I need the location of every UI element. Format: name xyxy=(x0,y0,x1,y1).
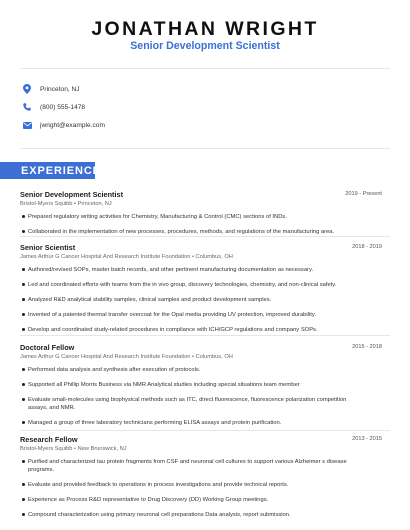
location-text: Princeton, NJ xyxy=(40,85,80,93)
bullet-icon xyxy=(22,328,25,331)
bullet-icon xyxy=(22,383,25,386)
contact-phone xyxy=(22,100,85,114)
bullet-icon xyxy=(22,483,25,486)
job-title: Senior Development Scientist xyxy=(20,190,123,199)
job-dates: 2018 - 2019 xyxy=(352,244,382,250)
contact-location xyxy=(22,82,80,96)
bullet-icon xyxy=(22,368,25,371)
company-location: Bristol-Myers Squibb • New Brunswick, NJ xyxy=(20,446,127,452)
bullet-icon xyxy=(22,283,25,286)
job-title-headline: Senior Development Scientist xyxy=(130,40,280,52)
bullet-icon xyxy=(22,298,25,301)
resume-page: JONATHAN WRIGHT Senior Development Scientist Princeton, NJ (800) 555-1478 jwright@example.com EXPERIENCE Senior Development Scientist 2019 - Present Bristol-Myers Squibb • Princeton, NJ Prepared regulatory writing activities for Chemistry, Manufacturing & Control (CMC) sections of INDs. Collaborated in the implementation of new processes, procedures, methods, and regulations of the manufacturing area. Senior Scientist 2018 - 2019 James Arthur G Cancer Hospital And Research Institute Foundation • Columbus, OH Authored/revised SOPs, master batch records, and other pertinent manufacturing documentation as necessary. Led and coordinated efforts with teams from the in vivo group, discovery technologies, chemistry, and non-clinical safety. Analyzed R&D analytical stability samples, clinical samples and product development samples. Invented of a patented thermal transfer overcoat for the Opal media providing UV protection, improved durability. Develop and coordinated study-related procedures in compliance with ICH/GCP regulations and company SOPs. Doctoral Fellow 2015 - 2018 James Arthur G Cancer Hospital And Research Institute Foundation • Columbus, OH Performed data analysis and synthesis after execution of protocols. Supported all Phillip Morris Business via NMR Analytical studies including special situations team member Evaluate small-molecules using biophysical methods such as ITC, direct fluorescence, fluorescence polarization competition assays, and NMR. Managed a group of three laboratory technicians performing ELISA assays and protein purification. Research Fellow 2013 - 2015 Bristol-Myers Squibb • New Brunswick, NJ Purified and characterized tau protein fragments from CSF and neuronal cell cultures to support various Alzheimer s disease programs. Evaluate and provided feedback to operations in process investigations and provide technical reports. Experience as Process R&D representative to Drug Discovery (DD) Working Group meetings. Compound characterization using primary neuronal cell preparations Data analysis, report submission. xyxy=(0,0,410,530)
company-location: James Arthur G Cancer Hospital And Research Institute Foundation • Columbus, OH xyxy=(20,354,233,360)
bullet-icon xyxy=(22,268,25,271)
divider xyxy=(20,236,390,237)
bullet-icon xyxy=(22,215,25,218)
bullet-icon xyxy=(22,398,25,401)
job-title: Senior Scientist xyxy=(20,243,76,252)
job-title: Research Fellow xyxy=(20,435,78,444)
bullet-icon xyxy=(22,230,25,233)
job-dates: 2019 - Present xyxy=(345,191,382,197)
bullet-icon xyxy=(22,460,25,463)
divider xyxy=(20,148,390,149)
section-header-experience xyxy=(0,162,101,179)
contact-email[interactable] xyxy=(22,118,105,132)
divider xyxy=(20,335,390,336)
candidate-name: JONATHAN WRIGHT xyxy=(91,18,319,40)
company-location: Bristol-Myers Squibb • Princeton, NJ xyxy=(20,201,112,207)
phone-icon xyxy=(22,101,32,113)
phone-text: (800) 555-1478 xyxy=(40,103,86,111)
bullet-icon xyxy=(22,421,25,424)
job-dates: 2013 - 2015 xyxy=(352,436,382,442)
company-location: James Arthur G Cancer Hospital And Research Institute Foundation • Columbus, OH xyxy=(20,254,233,260)
divider xyxy=(20,68,390,69)
divider xyxy=(20,430,390,431)
bullet-icon xyxy=(22,498,25,501)
bullet-icon xyxy=(22,513,25,516)
email-link[interactable]: jwright@example.com xyxy=(40,121,105,129)
bullet-icon xyxy=(22,313,25,316)
job-title: Doctoral Fellow xyxy=(20,343,75,352)
job-dates: 2015 - 2018 xyxy=(352,344,382,350)
section-title: EXPERIENCE xyxy=(21,165,101,177)
location-pin-icon xyxy=(22,83,32,95)
email-icon xyxy=(22,119,32,131)
